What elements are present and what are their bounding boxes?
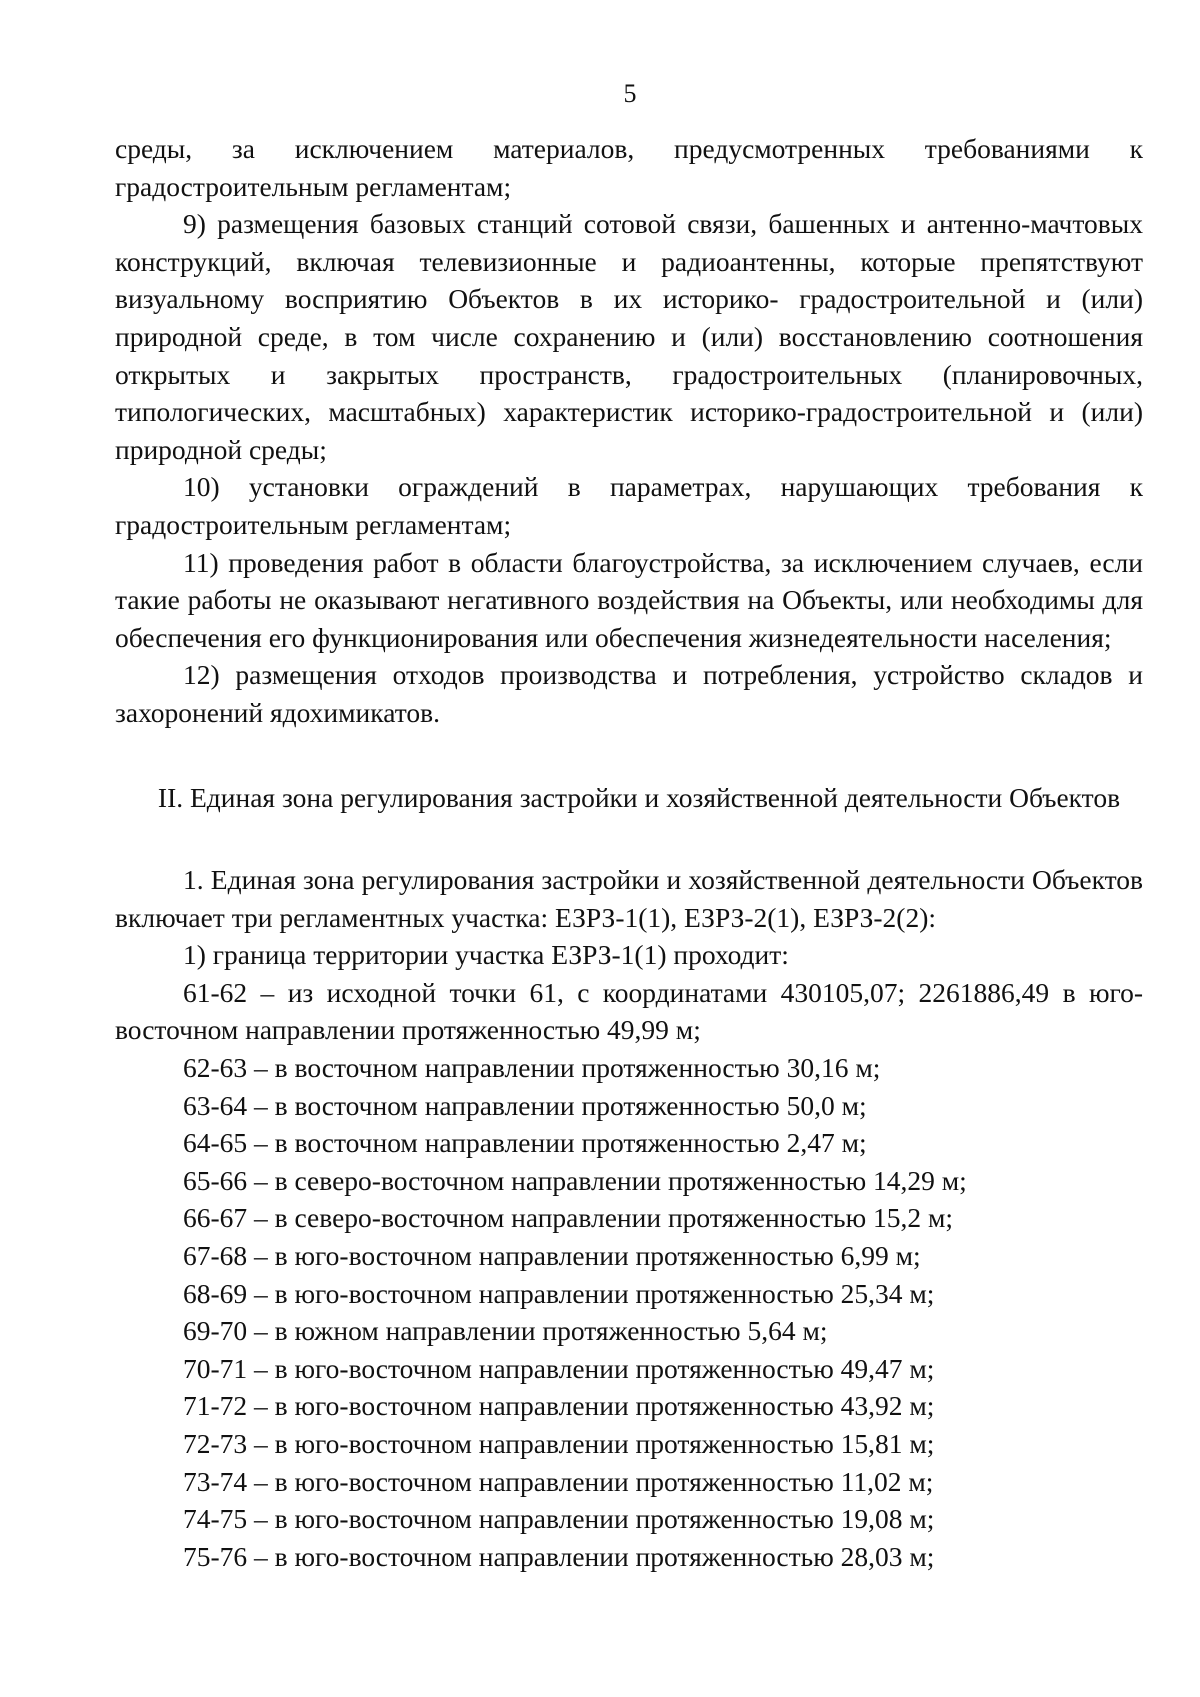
boundary-segment-line: 75-76 – в юго-восточном направлении протяженностью 28,03 м; [183, 1540, 935, 1572]
boundary-segment-line: 63-64 – в восточном направлении протяженностью 50,0 м; [183, 1089, 867, 1121]
paragraph-item-11: 11) проведения работ в области благоустройства, за исключением случаев, если такие работы не оказывают негативного воздействия на Объекты, или необходимы для обеспечения его функционирования или обеспечения жизнедеятельности населения; [115, 546, 1143, 653]
document-body [115, 130, 1143, 1575]
boundary-segment-line: 66-67 – в северо-восточном направлении протяженностью 15,2 м; [183, 1202, 954, 1234]
boundary-segment-line: 73-74 – в юго-восточном направлении протяженностью 11,02 м; [183, 1465, 934, 1497]
boundary-segment-line: 70-71 – в юго-восточном направлении протяженностью 49,47 м; [183, 1352, 935, 1384]
boundary-segment-line: 71-72 – в юго-восточном направлении протяженностью 43,92 м; [183, 1390, 935, 1422]
boundary-segment-line: 72-73 – в юго-восточном направлении протяженностью 15,81 м; [183, 1428, 935, 1459]
boundary-segment-list [115, 1049, 1143, 1575]
paragraph-seg-61-62: 61-62 – из исходной точки 61, с координатами 430105,07; 2261886,49 в юго-восточном направлении протяженностью 49,99 м; [115, 976, 1143, 1046]
top-paragraphs [115, 130, 1143, 732]
boundary-segment-line: 65-66 – в северо-восточном направлении протяженностью 14,29 м; [183, 1164, 967, 1196]
boundary-segment-line: 64-65 – в восточном направлении протяженностью 2,47 м; [183, 1127, 867, 1159]
boundary-segment-line: 74-75 – в юго-восточном направлении протяженностью 19,08 м; [183, 1503, 935, 1535]
section-paragraphs [115, 861, 1143, 1049]
paragraph-sec-1-1: 1) граница территории участка ЕЗРЗ-1(1) проходит: [183, 939, 789, 971]
boundary-segment-line: 68-69 – в юго-восточном направлении протяженностью 25,34 м; [183, 1277, 935, 1309]
paragraph-item-9: 9) размещения базовых станций сотовой связи, башенных и антенно-мачтовых конструкций, включая телевизионные и радиоантенны, которые препятствуют визуальному восприятию Объектов в их историко- градостроительной и (или) природной среде, в том числе сохранению и (или) восстановлению соотношения открытых и закрытых пространств, градостроительных (планировочных, типологических, масштабных) характеристик историко-градостроительной и (или) природной среды; [115, 208, 1143, 465]
section-heading: II. Единая зона регулирования застройки и хозяйственной деятельности Объектов [157, 781, 1121, 813]
boundary-segment-line: 69-70 – в южном направлении протяженностью 5,64 м; [183, 1315, 828, 1347]
boundary-segment-line: 67-68 – в юго-восточном направлении протяженностью 6,99 м; [183, 1240, 921, 1272]
page-number: 5 [623, 79, 637, 108]
paragraph-sec-1: 1. Единая зона регулирования застройки и хозяйственной деятельности Объектов включает три регламентных участка: ЕЗРЗ-1(1), ЕЗРЗ-2(1), ЕЗРЗ-2(2): [115, 864, 1143, 933]
paragraph-continuation-8: среды, за исключением материалов, предусмотренных требованиями к градостроительным регламентам; [115, 133, 1143, 202]
paragraph-item-12: 12) размещения отходов производства и потребления, устройство складов и захоронений ядохимикатов. [115, 659, 1143, 728]
paragraph-item-10: 10) установки ограждений в параметрах, нарушающих требования к градостроительным регламентам; [115, 471, 1143, 540]
boundary-segment-line: 62-63 – в восточном направлении протяженностью 30,16 м; [183, 1052, 881, 1084]
